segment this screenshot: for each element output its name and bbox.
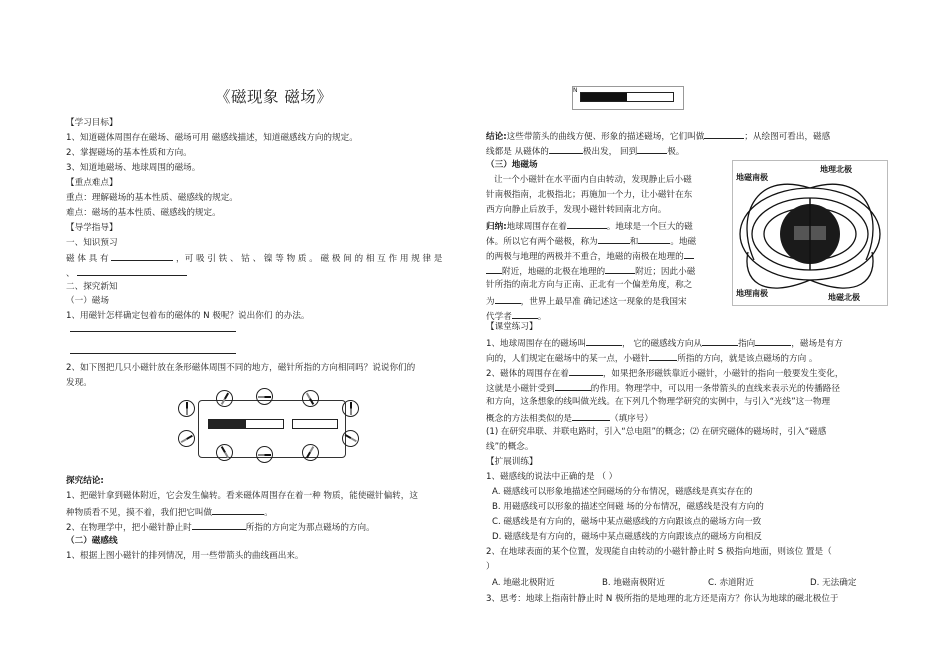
extension-q2: 2、在地球表面的某个位置，发现能自由转动的小磁针静止时 S 极指向地面，则该位 置是（ bbox=[486, 547, 832, 557]
question-2: 2、如下图把几只小磁针放在条形磁体周围不同的地方，磁针所指的方向相同吗？说说你们的 bbox=[66, 363, 416, 373]
conclusion-text-c: 线都是 从磁体的 bbox=[486, 147, 549, 157]
practice-2-text-b: ，如果把条形磁铁靠近小磁针，小磁针的指向一般要发生变化， bbox=[602, 369, 844, 379]
practice-2-text-c: 这就是小磁针受到 bbox=[486, 384, 555, 394]
extension-q1: 1、磁感线的说法中正确的是 （ ） bbox=[486, 472, 618, 482]
blank[interactable] bbox=[486, 263, 502, 274]
compass-icon bbox=[256, 446, 273, 463]
preview-text-b: ，可 吸 引 铁 、 钴 、 镍 等 物 质 。 磁 极 间 的 相 互 作 用 规 律 是 bbox=[176, 254, 443, 264]
keypoint-1: 重点：理解磁场的基本性质、磁感线的规定。 bbox=[66, 193, 238, 203]
practice-1-text-c: 指向 bbox=[738, 339, 756, 349]
option-d: D. 磁感线是有方向的，磁场中某点磁感线的方向跟该点的磁场方向相反 bbox=[492, 532, 762, 542]
bar-magnet-outline bbox=[292, 419, 338, 429]
blank[interactable] bbox=[605, 263, 635, 274]
blank[interactable] bbox=[495, 293, 521, 304]
blank[interactable] bbox=[212, 504, 264, 515]
question-3: 1、根据上图小磁针的排列情况，用一些带箭头的曲线画出来。 bbox=[66, 551, 304, 561]
goal-2: 2、掌握磁场的基本性质和方向。 bbox=[66, 148, 192, 158]
question-1: 1、用磁针怎样确定包着布的磁体的 N 极呢？说出你们 的办法。 bbox=[66, 311, 310, 321]
practice-2-text-g: （填序号） bbox=[609, 414, 653, 424]
conclusion-text-a: 这些带箭头的曲线方便、形象的描述磁场，它们叫做 bbox=[506, 132, 705, 142]
induction-label: 归纳: bbox=[486, 222, 507, 232]
practice-2-cont-2: 和方向，这条想象的线叫做光线。在下列几个物理学研究的实例中，与引入“光线”这一物理 bbox=[486, 397, 831, 407]
experiment-1: 让一个小磁针在水平面内自由转动，发现静止后小磁 bbox=[494, 175, 692, 185]
option-b: B. 用磁感线可以形象的描述空间磁 场的分布情况，磁感线是没有方向的 bbox=[492, 502, 764, 512]
blank[interactable] bbox=[649, 350, 677, 361]
conclusion-1-text: 种物质看不见，摸不着，我们把它叫做 bbox=[66, 508, 213, 518]
question-2-cont: 发现。 bbox=[66, 378, 92, 388]
conclusion-text-b: ；从绘图可看出，磁感 bbox=[744, 132, 831, 142]
mag-south-label: 地磁南极 bbox=[736, 173, 768, 182]
induction-text-6b: ，世界上最早准 确记述这一现象的是我国宋 bbox=[520, 297, 687, 307]
conclusion-2-text-b: 所指的方向定为那点磁场的方向。 bbox=[245, 523, 375, 533]
bar-magnet-figure bbox=[572, 86, 682, 108]
extension-heading: 【扩展训练】 bbox=[486, 457, 538, 467]
compass-icon bbox=[178, 400, 195, 417]
practice-2-cont-5: 线”的概念。 bbox=[486, 442, 534, 452]
induction-text-4b: 附近；因此小磁 bbox=[635, 267, 696, 277]
worksheet-title: 《磁现象 磁场》 bbox=[215, 88, 333, 106]
induction-text-3: 的两极与地理的两极并不重合，地磁的南极在地理的 bbox=[486, 252, 684, 262]
q2-option-d: D. 无法确定 bbox=[810, 578, 857, 588]
extension-q3: 3、思考：地球上指南针静止时 N 极所指的是地理的北方还是南方？你认为地球的磁北极位于 bbox=[486, 594, 839, 604]
blank[interactable] bbox=[192, 519, 246, 530]
blank[interactable] bbox=[704, 128, 744, 139]
earth-magnetic-field-figure bbox=[732, 160, 888, 306]
goals-heading: 【学习目标】 bbox=[66, 118, 118, 128]
conclusion-text-d: 极出发， 回到 bbox=[582, 147, 638, 157]
blank[interactable] bbox=[586, 335, 622, 346]
bar-magnet-north bbox=[581, 93, 627, 101]
induction-text-6a: 为 bbox=[486, 297, 495, 307]
extension-q2-paren: ） bbox=[486, 562, 495, 572]
guide-heading: 【导学指导】 bbox=[66, 223, 118, 233]
compass-icon bbox=[175, 427, 198, 450]
blank[interactable] bbox=[638, 233, 670, 244]
induction-text-2a: 体。所以它有两个磁极，称为 bbox=[486, 237, 598, 247]
answer-line[interactable] bbox=[70, 331, 236, 332]
induction-text-7b: 。 bbox=[537, 312, 547, 322]
goal-3: 3、知道地磁场、地球周围的磁场。 bbox=[66, 163, 201, 173]
conclusion-text-e: 极。 bbox=[667, 147, 685, 157]
compass-icon bbox=[256, 388, 273, 405]
induction-5: 针所指的南北方向与正南、正北有一个偏差角度，称之 bbox=[486, 280, 693, 290]
bar-magnet bbox=[580, 92, 674, 102]
bar-magnet-north bbox=[209, 420, 246, 428]
blank[interactable] bbox=[77, 265, 187, 276]
conclusion-2-text-a: 2、在物理学中，把小磁针静止时 bbox=[66, 523, 192, 533]
practice-1-text-a: 1、地球周围存在的磁场叫 bbox=[486, 339, 586, 349]
section-2-title: 二、探究新知 bbox=[66, 282, 118, 292]
subsection-magnetic-field: （一）磁场 bbox=[66, 296, 109, 306]
geo-north-label: 地理北极 bbox=[820, 165, 852, 174]
preview-text-c: 、 bbox=[66, 269, 75, 279]
blank[interactable] bbox=[111, 250, 173, 261]
induction-text-1a: 地球周围存在着 bbox=[506, 222, 567, 232]
geo-south-label: 地理南极 bbox=[736, 289, 768, 298]
section-1-title: 一、知识预习 bbox=[66, 238, 118, 248]
compass-figure bbox=[176, 386, 366, 466]
option-a: A. 磁感线可以形象地描述空间磁场的分布情况，磁感线是真实存在的 bbox=[492, 487, 753, 497]
induction-text-4a: 附近，地磁的北极在地理的 bbox=[502, 267, 606, 277]
subsection-geomagnetic: （三）地磁场 bbox=[486, 160, 538, 170]
option-c: C. 磁感线是有方向的，磁场中某点磁感线的方向跟该点的磁场方向一致 bbox=[492, 517, 762, 527]
practice-1-text-d: ，磁场是有方 bbox=[791, 339, 843, 349]
induction-text-7a: 代学者 bbox=[486, 312, 512, 322]
keypoint-2: 难点：磁场的基本性质、磁感线的规定。 bbox=[66, 208, 221, 218]
blank[interactable] bbox=[512, 308, 538, 319]
q2-option-a: A. 地磁北极附近 bbox=[492, 578, 555, 588]
practice-2-cont-4: (1) 在研究串联、并联电路时，引入“总电阻”的概念；⑵ 在研究磁体的磁场时，引入“磁感 bbox=[486, 427, 827, 437]
practice-heading: 【课堂练习】 bbox=[486, 322, 538, 332]
practice-2-text-d: 的作用。物理学中，可以用一条带箭头的直线来表示光的传播路径 bbox=[590, 384, 840, 394]
mag-north-label: 地磁北极 bbox=[828, 293, 860, 302]
practice-2-text-f: 概念的方法相类似的是 bbox=[486, 414, 572, 424]
blank[interactable] bbox=[572, 410, 610, 421]
conclusion-1-end: 。 bbox=[264, 508, 273, 518]
preview-text-a: 磁 体 具 有 bbox=[66, 254, 109, 264]
subsection-field-lines: （二）磁感线 bbox=[66, 536, 118, 546]
induction-text-1b: 。地球是一个巨大的磁 bbox=[606, 222, 693, 232]
compass-icon bbox=[342, 400, 359, 417]
blank[interactable] bbox=[549, 143, 583, 154]
practice-1-text-e: 向的，人们规定在磁场中的某一点，小磁针 bbox=[486, 354, 650, 364]
keypoints-heading: 【重点难点】 bbox=[66, 178, 118, 188]
magnet-n-label: N bbox=[573, 87, 578, 94]
experiment-3: 西方向静止后放手，发现小磁针转回南北方向。 bbox=[486, 205, 667, 215]
induction-text-2c: 。地磁 bbox=[670, 237, 697, 247]
experiment-2: 针南极指南，北极指北；再施加一个力，让小磁针在东 bbox=[486, 190, 693, 200]
q2-option-c: C. 赤道附近 bbox=[708, 578, 754, 588]
blank[interactable] bbox=[684, 248, 694, 259]
q2-option-b: B. 地磁南极附近 bbox=[602, 578, 665, 588]
blank[interactable] bbox=[555, 380, 591, 391]
blank[interactable] bbox=[567, 218, 607, 229]
practice-1-text-f: 所指的方向，就是该点磁场的方向 。 bbox=[677, 354, 818, 364]
conclusion-heading: 探究结论: bbox=[66, 476, 104, 486]
bar-magnet bbox=[208, 419, 284, 429]
blank[interactable] bbox=[755, 335, 791, 346]
practice-1-text-b: ， 它的磁感线方向从 bbox=[622, 339, 703, 349]
blank[interactable] bbox=[637, 143, 667, 154]
conclusion-1: 1、把磁针拿到磁体附近，它会发生偏转。看来磁体周围存在着一种 物质，能使磁针偏转，这 bbox=[66, 491, 418, 501]
practice-2-text-a: 2、磁体的周围存在着 bbox=[486, 369, 569, 379]
blank[interactable] bbox=[702, 335, 738, 346]
blank[interactable] bbox=[598, 233, 630, 244]
conclusion-label: 结论: bbox=[486, 132, 507, 142]
blank[interactable] bbox=[569, 365, 603, 376]
goal-1: 1、知道磁体周围存在磁场、磁场可用 磁感线描述，知道磁感线方向的规定。 bbox=[66, 133, 358, 143]
answer-line[interactable] bbox=[70, 353, 236, 354]
induction-text-2b: 和 bbox=[629, 237, 639, 247]
